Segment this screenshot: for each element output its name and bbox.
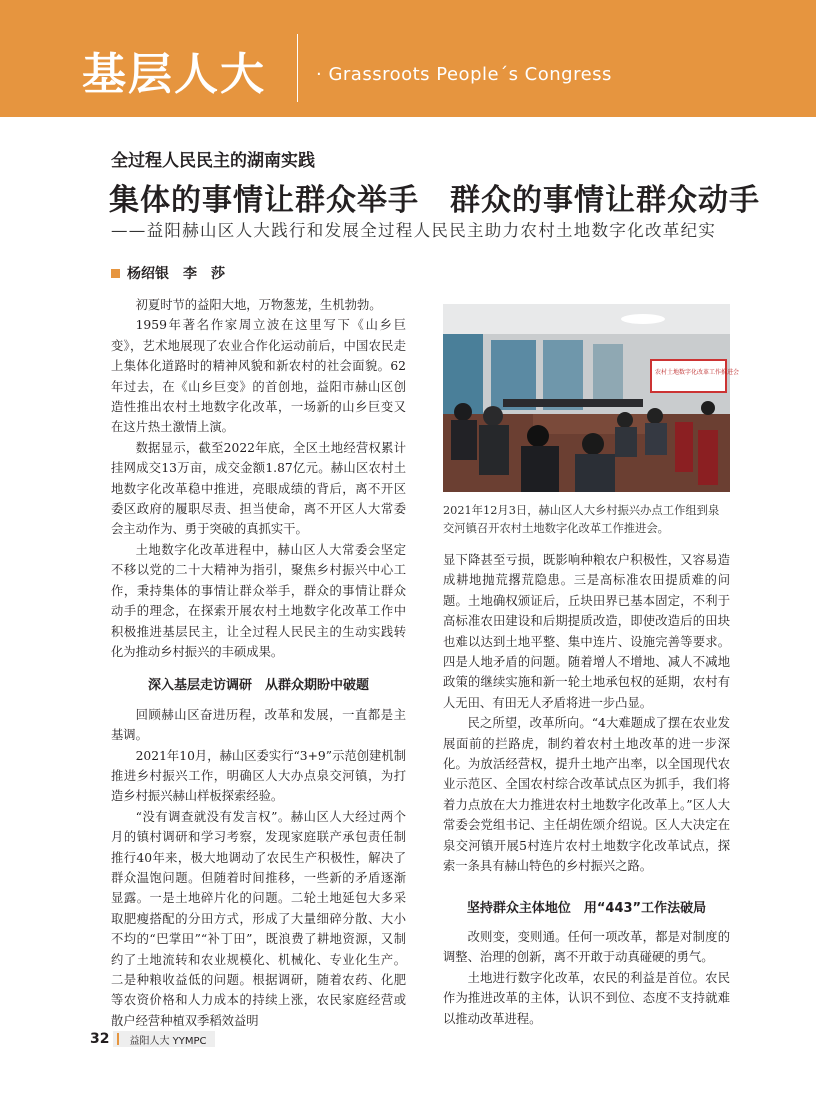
- paragraph: 初夏时节的益阳大地，万物葱茏，生机勃勃。: [135, 298, 382, 312]
- banner-divider: [297, 34, 298, 102]
- article-headline: 集体的事情让群众举手 群众的事情让群众动手: [109, 183, 760, 218]
- author-names: 杨绍银 李 莎: [127, 266, 225, 282]
- byline: [111, 263, 225, 283]
- page-number: 32: [86, 1031, 113, 1047]
- meeting-photo-image: [443, 304, 740, 492]
- paragraph: 土地进行数字化改革，农民的利益是首位。农民作为推进改革的主体，认识不到位、态度不支持就难以推动改革进程。: [443, 970, 730, 1026]
- paragraph: 土地数字化改革进程中，赫山区人大常委会坚定不移以党的二十大精神为指引，聚焦乡村振兴中心工作，秉持集体的事情让群众举手，群众的事情让群众动手的理念，在探索开展农村土地数字化改革工作中积极推进基层民主，让全过程人民民主的生动实践转化为推动乡村振兴的丰硕成果。: [111, 542, 406, 659]
- section-heading: 坚持群众主体地位 用“443”工作法破局: [466, 900, 707, 916]
- byline-square-icon: [111, 269, 120, 278]
- section-banner: [0, 0, 816, 117]
- section-title: 基层人大: [82, 49, 266, 100]
- article-kicker: 全过程人民民主的湖南实践: [111, 151, 315, 171]
- paragraph: 显下降甚至亏损，既影响种粮农户积极性，又容易造成耕地抛荒撂荒隐患。三是高标准农田提质难的问题。土地确权颁证后，丘块田界已基本固定，不利于高标准农田建设和后期提质改造，即使改造后的田块也难以达到土地平整、集中连片、设施完善等要求。四是人地矛盾的问题。随着增人不增地、减人不减地政策的继续实施和新一轮土地承包权的延期，农村有人无田、有田无人矛盾将进一步凸显。: [443, 553, 730, 710]
- footer-divider: [117, 1033, 119, 1045]
- page-footer: [86, 1031, 215, 1047]
- section-heading: 深入基层走访调研 从群众期盼中破题: [147, 678, 369, 694]
- paragraph: 2021年10月，赫山区委实行“3+9”示范创建机制推进乡村振兴工作，明确区人大办点泉交河镇，为打造乡村振兴赫山样板探索经验。: [111, 748, 406, 804]
- paragraph: “没有调查就没有发言权”。赫山区人大经过两个月的镇村调研和学习考察，发现家庭联产承包责任制推行40年来，极大地调动了农民生产积极性，解决了群众温饱问题。但随着时间推移，一些新的矛盾逐渐显露。一是土地碎片化的问题。二轮土地延包大多采取肥瘦搭配的分田方式，形成了大量细碎分散、大小不均的“巴掌田”“补丁田”，既浪费了耕地资源，又制约了土地流转和农业规模化、机械化、专业化生产。二是种粮收益低的问题。根据调研，随着农药、化肥等农资价格和人力成本的持续上涨，农民家庭经营或散户经营种植双季稻效益明: [111, 809, 406, 1028]
- publication-name: 益阳人大 YYMPC: [129, 1035, 207, 1047]
- paragraph: 回顾赫山区奋进历程，改革和发展，一直都是主基调。: [111, 707, 406, 743]
- right-column: [443, 550, 730, 1029]
- meeting-photo: [443, 304, 740, 492]
- left-column: [111, 295, 406, 1031]
- photo-caption: 2021年12月3日，赫山区人大乡村振兴办点工作组到泉交河镇召开农村土地数字化改革工作推进会。: [443, 504, 720, 535]
- photo-banner-text: 农村土地数字化改革工作推进会: [655, 369, 740, 376]
- paragraph: 1959年著名作家周立波在这里写下《山乡巨变》，艺术地展现了农业合作化运动前后，中国农民走上集体化道路时的精神风貌和新农村的社会面貌。62年过去，在《山乡巨变》的首创地，益阳市赫山区创造性推出农村土地数字化改革，一场新的山乡巨变又在这片热土激情上演。: [111, 318, 406, 435]
- article-subhead: ——益阳赫山区人大践行和发展全过程人民民主助力农村土地数字化改革纪实: [111, 221, 717, 240]
- paragraph: 民之所望，改革所向。“4大难题成了摆在农业发展面前的拦路虎，制约着农村土地改革的进一步深化。为放活经营权，提升土地产出率，以全国现代农业示范区、全国农村综合改革试点区为抓手，我们将着力点放在大力推进农村土地数字化改革上。”区人大常委会党组书记、主任胡佐颂介绍说。区人大决定在泉交河镇开展5村连片农村土地数字化改革试点，探索一条具有赫山特色的乡村振兴之路。: [443, 716, 730, 874]
- section-subtitle: · Grassroots People´s Congress: [316, 64, 612, 85]
- paragraph: 数据显示，截至2022年底，全区土地经营权累计挂网成交13万亩，成交金额1.87亿元。赫山区农村土地数字化改革稳中推进，亮眼成绩的背后，离不开区委区政府的履职尽责、担当使命，离不开区人大常委会主动作为、勇于突破的真抓实干。: [111, 440, 406, 537]
- paragraph: 改则变，变则通。任何一项改革，都是对制度的调整、治理的创新，离不开敢于动真碰硬的勇气。: [443, 929, 730, 965]
